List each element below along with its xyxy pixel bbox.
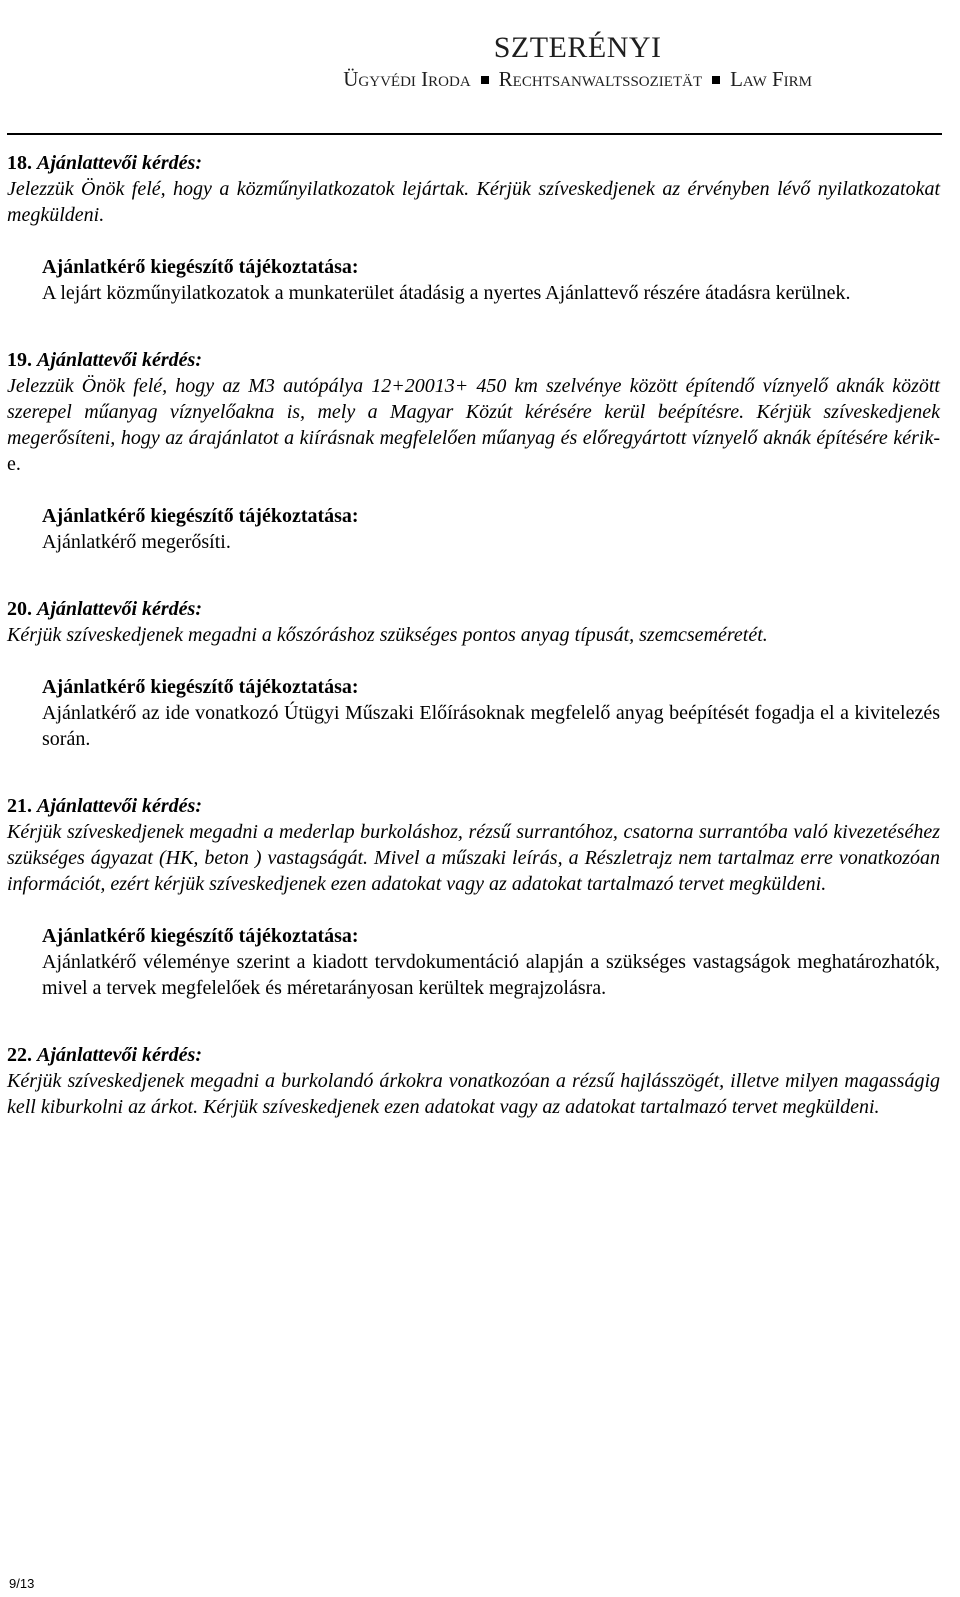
question-number: 21. [7,795,32,817]
firm-subtitle-de: Rechtsanwaltssozietät [498,67,703,91]
question-number: 19. [7,349,32,371]
header-divider [7,133,942,135]
firm-subtitle-en: Law Firm [730,67,812,91]
question-item-19 [7,347,940,555]
question-heading [7,596,940,622]
answer-block [7,503,940,555]
question-text-tail: -e. [7,427,940,475]
letterhead [343,30,812,92]
question-label: Ajánlattevői kérdés: [37,152,202,174]
answer-text: A lejárt közműnyilatkozatok a munkaterület átadásig a nyertes Ajánlattevő részére átadásra kerülnek. [42,282,851,304]
question-text [7,373,940,477]
question-item-20 [7,596,940,752]
question-text-main: Jelezzük Önök felé, hogy az M3 autópálya 12+20013+ 450 km szelvénye között építendő víznyelő aknák között szerepel műanyag víznyelőakna is, mely a Magyar Közút kérésére kerül beépítésre. Kérjük szíveskedjenek megerősíteni, hogy az árajánlatot a kiírásnak megfelelően műanyag és előregyártott víznyelő aknák építésére kérik [7,375,940,449]
answer-heading: Ajánlatkérő kiegészítő tájékoztatása: [42,505,359,527]
square-bullet-icon [712,76,720,84]
firm-subtitle-hu: Ügyvédi Iroda [343,67,471,91]
question-label: Ajánlattevői kérdés: [37,349,202,371]
question-number: 22. [7,1044,32,1066]
answer-text: Ajánlatkérő megerősíti. [42,531,231,553]
page-number: 9/13 [9,1576,35,1591]
answer-block [7,254,940,306]
question-label: Ajánlattevői kérdés: [37,1044,202,1066]
answer-block [7,674,940,752]
question-label: Ajánlattevői kérdés: [37,795,202,817]
question-text: Jelezzük Önök felé, hogy a közműnyilatkozatok lejártak. Kérjük szíveskedjenek az érvényben lévő nyilatkozatokat megküldeni. [7,178,940,226]
question-text: Kérjük szíveskedjenek megadni a burkolandó árkokra vonatkozóan a rézsű hajlásszögét, illetve milyen magasságig kell kiburkolni az árkot. Kérjük szíveskedjenek ezen adatokat vagy az adatokat tartalmazó tervet megküldeni. [7,1070,940,1118]
question-heading [7,1042,940,1068]
question-item-22 [7,1042,940,1120]
answer-text: Ajánlatkérő az ide vonatkozó Útügyi Műszaki Előírásoknak megfelelő anyag beépítését fogadja el a kivitelezés során. [42,702,940,750]
question-item-18 [7,150,940,306]
answer-text: Ajánlatkérő véleménye szerint a kiadott tervdokumentáció alapján a szükséges vastagságok meghatározhatók, mivel a tervek megfelelőek és méretarányosan kerültek megrajzolásra. [42,951,940,999]
answer-block [7,923,940,1001]
question-heading [7,793,940,819]
question-item-21 [7,793,940,1001]
square-bullet-icon [481,76,489,84]
question-text: Kérjük szíveskedjenek megadni a kőszóráshoz szükséges pontos anyag típusát, szemcseméretét. [7,624,768,646]
question-number: 18. [7,152,32,174]
document-body [7,150,940,1161]
answer-heading: Ajánlatkérő kiegészítő tájékoztatása: [42,676,359,698]
answer-heading: Ajánlatkérő kiegészítő tájékoztatása: [42,925,359,947]
answer-heading: Ajánlatkérő kiegészítő tájékoztatása: [42,256,359,278]
question-number: 20. [7,598,32,620]
firm-subtitle [343,66,812,92]
question-heading [7,150,940,176]
question-text: Kérjük szíveskedjenek megadni a mederlap burkoláshoz, rézsű surrantóhoz, csatorna surrantóba való kivezetéséhez szükséges ágyazat (HK, beton ) vastagságát. Mivel a műszaki leírás, a Részletrajz nem tartalmaz erre vonatkozóan információt, ezért kérjük szíveskedjenek ezen adatokat vagy az adatokat tartalmazó tervet megküldeni. [7,821,940,895]
firm-name: SZTERÉNYI [493,31,662,64]
question-label: Ajánlattevői kérdés: [37,598,202,620]
question-heading [7,347,940,373]
